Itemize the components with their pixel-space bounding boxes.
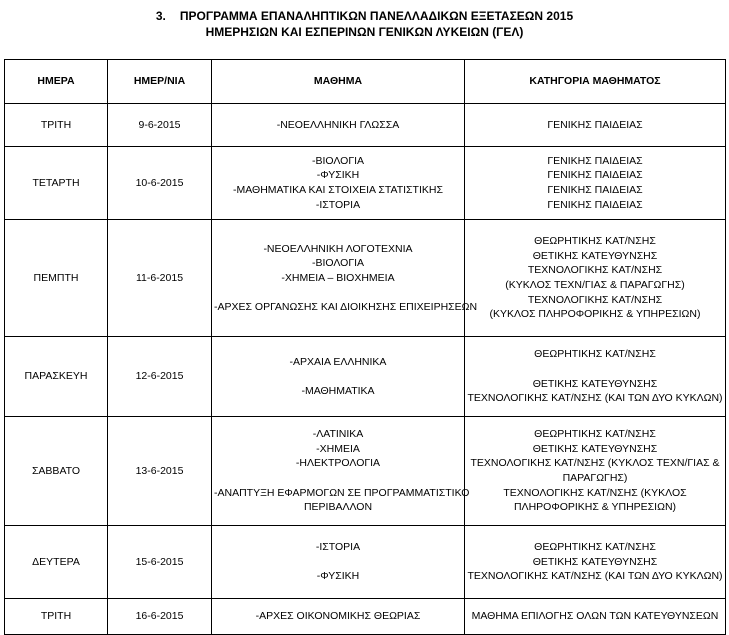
category-line: ΤΕΧΝΟΛΟΓΙΚΗΣ ΚΑΤ/ΝΣΗΣ — [527, 293, 663, 306]
category-cell — [465, 104, 726, 147]
subject-cell — [212, 599, 465, 635]
category-cell — [465, 337, 726, 417]
day-cell: ΠΕΜΠΤΗ — [5, 220, 108, 337]
subject-cell — [212, 417, 470, 526]
category-line: ΓΕΝΙΚΗΣ ΠΑΙΔΕΙΑΣ — [547, 198, 643, 211]
category-line: ΓΕΝΙΚΗΣ ΠΑΙΔΕΙΑΣ — [547, 184, 643, 196]
category-line: ΤΕΧΝΟΛΟΓΙΚΗΣ ΚΑΤ/ΝΣΗΣ (ΚΑΙ ΤΩΝ ΔΥΟ ΚΥΚΛΩΝ) — [467, 392, 723, 405]
table-row — [5, 526, 726, 599]
date-cell: 10-6-2015 — [108, 147, 212, 220]
subject-line: ΠΕΡΙΒΑΛΛΟΝ — [303, 501, 373, 514]
category-line: ΘΕΩΡΗΤΙΚΗΣ ΚΑΤ/ΝΣΗΣ — [534, 541, 656, 554]
category-line: ΤΕΧΝΟΛΟΓΙΚΗΣ ΚΑΤ/ΝΣΗΣ (ΚΑΙ ΤΩΝ ΔΥΟ ΚΥΚΛΩΝ) — [467, 570, 723, 583]
subject-line — [214, 555, 462, 570]
subject-line — [214, 285, 462, 300]
table-row — [5, 417, 726, 526]
column-header-category: ΚΑΤΗΓΟΡΙΑ ΜΑΘΗΜΑΤΟΣ — [465, 60, 726, 104]
day-cell: ΤΡΙΤΗ — [5, 104, 108, 147]
subject-line: -ΑΡΧΑΙΑ ΕΛΛΗΝΙΚΑ — [289, 355, 387, 368]
table-row — [5, 599, 726, 635]
category-line: ΘΕΤΙΚΗΣ ΚΑΤΕΥΘΥΝΣΗΣ — [532, 377, 658, 390]
table-row — [5, 104, 726, 147]
category-line: ΓΕΝΙΚΗΣ ΠΑΙΔΕΙΑΣ — [547, 169, 643, 182]
subject-line: -ΧΗΜΕΙΑ — [316, 442, 360, 455]
subject-line: -ΦΥΣΙΚΗ — [316, 570, 360, 583]
table-header-row — [5, 60, 726, 104]
subject-line: -ΝΕΟΕΛΛΗΝΙΚΗ ΓΛΩΣΣΑ — [276, 118, 400, 131]
section-number: 3. — [155, 9, 166, 23]
day-cell: ΤΡΙΤΗ — [5, 599, 108, 635]
day-cell: ΤΕΤΑΡΤΗ — [5, 147, 108, 220]
subject-line: -ΑΡΧΕΣ ΟΙΚΟΝΟΜΙΚΗΣ ΘΕΩΡΙΑΣ — [255, 610, 421, 623]
subject-cell — [212, 147, 465, 220]
day-cell: ΣΑΒΒΑΤΟ — [5, 417, 108, 526]
subject-cell — [212, 220, 478, 337]
exam-schedule-table — [4, 59, 726, 635]
category-line: (ΚΥΚΛΟΣ ΠΛΗΡΟΦΟΡΙΚΗΣ & ΥΠΗΡΕΣΙΩΝ) — [489, 308, 701, 321]
category-line: ΘΕΤΙΚΗΣ ΚΑΤΕΥΘΥΝΣΗΣ — [532, 249, 658, 262]
subject-line: -ΧΗΜΕΙΑ – ΒΙΟΧΗΜΕΙΑ — [281, 271, 395, 284]
category-line: (ΚΥΚΛΟΣ ΤΕΧΝ/ΓΙΑΣ & ΠΑΡΑΓΩΓΗΣ) — [505, 279, 685, 291]
subject-cell — [212, 104, 465, 147]
category-line: ΠΛΗΡΟΦΟΡΙΚΗΣ & ΥΠΗΡΕΣΙΩΝ) — [513, 501, 677, 514]
date-cell: 12-6-2015 — [108, 337, 212, 417]
category-line — [467, 362, 723, 377]
category-line: ΤΕΧΝΟΛΟΓΙΚΗΣ ΚΑΤ/ΝΣΗΣ (ΚΥΚΛΟΣ ΤΕΧΝ/ΓΙΑΣ & — [470, 457, 720, 470]
category-line: ΠΑΡΑΓΩΓΗΣ) — [562, 472, 628, 484]
day-cell: ΔΕΥΤΕΡΑ — [5, 526, 108, 599]
subject-line: -ΝΕΟΕΛΛΗΝΙΚΗ ΛΟΓΟΤΕΧΝΙΑ — [263, 242, 413, 255]
subject-line: -ΒΙΟΛΟΓΙΑ — [311, 154, 365, 167]
document-subtitle: ΗΜΕΡΗΣΙΩΝ ΚΑΙ ΕΣΠΕΡΙΝΩΝ ΓΕΝΙΚΩΝ ΛΥΚΕΙΩΝ (ΓΕΛ) — [205, 25, 524, 39]
column-header-subject: ΜΑΘΗΜΑ — [212, 60, 465, 104]
subject-line: -ΑΡΧΕΣ ΟΡΓΑΝΩΣΗΣ ΚΑΙ ΔΙΟΙΚΗΣΗΣ ΕΠΙΧΕΙΡΗΣΕΩΝ — [214, 300, 478, 313]
category-cell — [465, 147, 726, 220]
day-cell: ΠΑΡΑΣΚΕΥΗ — [5, 337, 108, 417]
table-row — [5, 147, 726, 220]
title-line-1: ΠΡΟΓΡΑΜΜΑ ΕΠΑΝΑΛΗΠΤΙΚΩΝ ΠΑΝΕΛΛΑΔΙΚΩΝ ΕΞΕΤΑΣΕΩΝ 2015 — [179, 9, 574, 23]
subject-line: -ΙΣΤΟΡΙΑ — [315, 198, 361, 211]
column-header-day: ΗΜΕΡΑ — [5, 60, 108, 104]
subject-line: -ΦΥΣΙΚΗ — [316, 169, 360, 182]
subject-line: -ΜΑΘΗΜΑΤΙΚΑ ΚΑΙ ΣΤΟΙΧΕΙΑ ΣΤΑΤΙΣΤΙΚΗΣ — [233, 184, 443, 196]
subject-line: -ΑΝΑΠΤΥΞΗ ΕΦΑΡΜΟΓΩΝ ΣΕ ΠΡΟΓΡΑΜΜΑΤΙΣΤΙΚΟ — [214, 486, 470, 499]
category-cell — [465, 220, 726, 337]
table-row — [5, 337, 726, 417]
category-line: ΜΑΘΗΜΑ ΕΠΙΛΟΓΗΣ ΟΛΩΝ ΤΩΝ ΚΑΤΕΥΘΥΝΣΕΩΝ — [471, 610, 719, 623]
category-line: ΓΕΝΙΚΗΣ ΠΑΙΔΕΙΑΣ — [547, 118, 643, 131]
document-title — [0, 9, 729, 24]
subject-line: -ΜΑΘΗΜΑΤΙΚΑ — [301, 384, 375, 397]
category-line: ΘΕΩΡΗΤΙΚΗΣ ΚΑΤ/ΝΣΗΣ — [534, 428, 656, 441]
category-line: ΘΕΩΡΗΤΙΚΗΣ ΚΑΤ/ΝΣΗΣ — [534, 348, 656, 361]
date-cell: 13-6-2015 — [108, 417, 212, 526]
table-row — [5, 220, 726, 337]
category-cell — [465, 417, 726, 526]
category-line: ΘΕΤΙΚΗΣ ΚΑΤΕΥΘΥΝΣΗΣ — [532, 555, 658, 568]
subject-line: -ΒΙΟΛΟΓΙΑ — [311, 257, 365, 270]
subject-line: -ΗΛΕΚΤΡΟΛΟΓΙΑ — [295, 457, 381, 470]
subject-line: -ΙΣΤΟΡΙΑ — [315, 541, 361, 554]
subject-line — [214, 369, 462, 384]
category-line: ΤΕΧΝΟΛΟΓΙΚΗΣ ΚΑΤ/ΝΣΗΣ (ΚΥΚΛΟΣ — [503, 486, 687, 499]
category-cell — [465, 599, 726, 635]
subject-cell — [212, 337, 465, 417]
category-line: ΘΕΩΡΗΤΙΚΗΣ ΚΑΤ/ΝΣΗΣ — [534, 235, 656, 248]
category-line: ΤΕΧΝΟΛΟΓΙΚΗΣ ΚΑΤ/ΝΣΗΣ — [527, 264, 663, 277]
column-header-date: ΗΜΕΡ/ΝΙΑ — [108, 60, 212, 104]
category-cell — [465, 526, 726, 599]
date-cell: 16-6-2015 — [108, 599, 212, 635]
subject-line — [214, 471, 462, 486]
category-line: ΘΕΤΙΚΗΣ ΚΑΤΕΥΘΥΝΣΗΣ — [532, 442, 658, 455]
date-cell: 15-6-2015 — [108, 526, 212, 599]
category-line: ΓΕΝΙΚΗΣ ΠΑΙΔΕΙΑΣ — [547, 154, 643, 167]
subject-cell — [212, 526, 465, 599]
date-cell: 11-6-2015 — [108, 220, 212, 337]
date-cell: 9-6-2015 — [108, 104, 212, 147]
subject-line: -ΛΑΤΙΝΙΚΑ — [312, 428, 364, 441]
